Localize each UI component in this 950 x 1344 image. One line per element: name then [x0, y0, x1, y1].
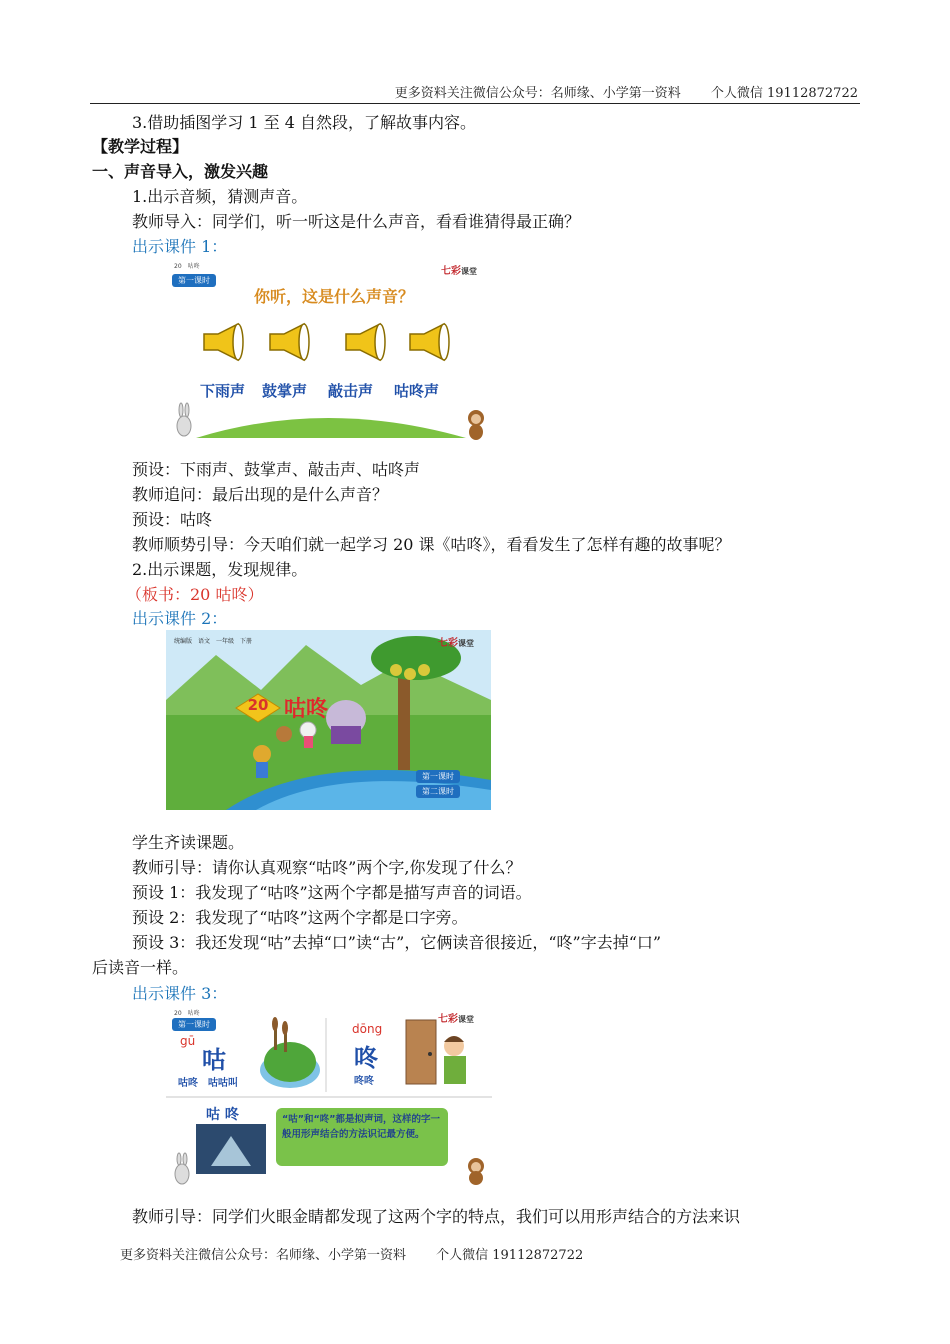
rabbit-icon: [175, 1153, 189, 1184]
monkey-icon: [468, 1158, 484, 1185]
lesson-button-1: 第一课时: [416, 770, 460, 783]
textbook-info: 统编版 语文 一年级 下册: [174, 638, 253, 645]
paragraph: 后读音一样。: [92, 958, 189, 977]
paragraph: 教师顺势引导：今天咱们就一起学习 20 课《咕咚》，看看发生了怎样有趣的故事呢？: [132, 535, 731, 554]
paragraph: 教师引导：同学们火眼金睛都发现了这两个字的特点，我们可以用形声结合的方法来识: [132, 1207, 741, 1226]
paragraph: 学生齐读课题。: [132, 833, 245, 852]
explanation-note: “咕”和“咚”都是拟声词，这样的字一般用形声结合的方法识记最方便。: [282, 1114, 440, 1140]
paragraph: 预设：下雨声、鼓掌声、敲击声、咕咚声: [132, 460, 421, 479]
door-boy-icon: [406, 1020, 466, 1084]
paragraph: 2.出示课题，发现规律。: [132, 560, 308, 579]
sound-label: 下雨声: [200, 382, 246, 400]
pond-icon: [260, 1017, 320, 1088]
slide-caption: 出示课件 3：: [132, 984, 228, 1003]
paragraph: 预设 2：我发现了“咕咚”这两个字都是口字旁。: [132, 908, 468, 927]
lesson-title: 咕咚: [284, 697, 329, 722]
objective-line: 3.借助插图学习 1 至 4 自然段，了解故事内容。: [132, 113, 476, 132]
header-divider: [90, 103, 860, 104]
paragraph: 教师追问：最后出现的是什么声音？: [132, 485, 389, 504]
slide-caption: 出示课件 1：: [132, 237, 228, 256]
paragraph: 预设 3：我还发现“咕”去掉“口”读“古”，它俩读音很接近，“咚”字去掉“口”: [132, 933, 662, 952]
page-header: 更多资料关注微信公众号：名师缘、小学第一资料 个人微信 19112872722: [394, 86, 858, 101]
speaker-icon: [346, 324, 385, 360]
page-footer: 更多资料关注微信公众号：名师缘、小学第一资料 个人微信 19112872722: [120, 1248, 584, 1263]
board-note: （板书：20 咕咚）: [126, 585, 264, 604]
lesson-tag: 20 咕咚: [174, 1010, 200, 1017]
title-scene: [166, 630, 491, 810]
paragraph: 1.出示音频，猜测声音。: [132, 187, 308, 206]
character-gu: 咕: [202, 1046, 226, 1074]
courseware-slide-1: [166, 258, 494, 442]
lesson-tag: 20 咕咚: [174, 263, 200, 270]
grass-hill: [196, 418, 466, 438]
words-gu: 咕咚 咕咕叫: [178, 1078, 238, 1089]
speaker-icon: [410, 324, 449, 360]
courseware-slide-2: [166, 630, 491, 810]
paragraph: 预设：咕咚: [132, 510, 213, 529]
words-dong: 咚咚: [354, 1076, 374, 1087]
paragraph: 教师导入：同学们，听一听这是什么声音，看看谁猜得最正确？: [132, 212, 581, 231]
sound-label: 咕咚声: [394, 382, 440, 400]
monkey-icon: [468, 410, 484, 440]
slide3-illustrations: [166, 1006, 492, 1186]
courseware-slide-3: [166, 1006, 492, 1186]
lesson-button-2: 第二课时: [416, 785, 460, 798]
lesson-number: 20: [247, 696, 269, 714]
speaker-icons: [166, 258, 494, 442]
bottom-title: 咕 咚: [206, 1107, 239, 1123]
rabbit-icon: [177, 403, 191, 436]
speaker-icon: [270, 324, 309, 360]
pinyin-dong: dōng: [352, 1022, 383, 1036]
paragraph: 教师引导：请你认真观察“咕咚”两个字,你发现了什么？: [132, 858, 522, 877]
lesson-button: 第一课时: [172, 274, 216, 287]
part-heading: 一、声音导入，激发兴趣: [92, 162, 269, 181]
brand-logo: 七彩课堂: [438, 638, 474, 649]
section-heading: 【教学过程】: [92, 137, 189, 156]
sound-label: 敲击声: [328, 382, 374, 400]
character-dong: 咚: [354, 1044, 378, 1072]
brand-logo: 七彩课堂: [441, 266, 477, 277]
speaker-icon: [204, 324, 243, 360]
slide-question: 你听，这是什么声音？: [254, 287, 415, 306]
sound-label: 鼓掌声: [262, 382, 308, 400]
pinyin-gu: gū: [180, 1034, 196, 1048]
brand-logo: 七彩课堂: [438, 1014, 474, 1025]
paragraph: 预设 1：我发现了“咕咚”这两个字都是描写声音的词语。: [132, 883, 532, 902]
slide-caption: 出示课件 2：: [132, 609, 228, 628]
lesson-button: 第一课时: [172, 1018, 216, 1031]
